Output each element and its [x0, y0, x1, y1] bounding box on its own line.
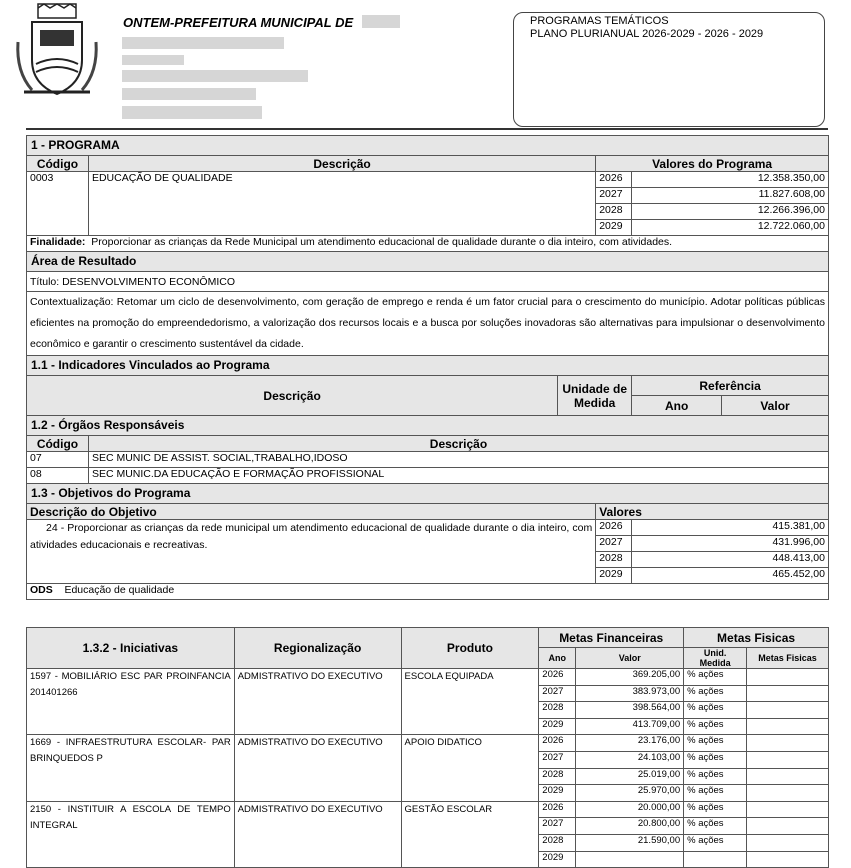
redacted-address-line: [122, 55, 184, 65]
obj-ano: 2027: [596, 536, 632, 552]
ini-col-produto: Produto: [401, 628, 539, 669]
meta-unid: % ações: [684, 801, 747, 818]
valor-ano: 2026: [596, 172, 632, 188]
ods-label: ODS: [30, 584, 53, 596]
obj-valor: 415.381,00: [632, 520, 829, 536]
table-row: [27, 801, 829, 818]
finalidade-row: [27, 236, 829, 252]
programa-descricao: EDUCAÇÃO DE QUALIDADE: [88, 172, 595, 236]
meta-unid: % ações: [684, 768, 747, 785]
col-descricao: Descrição: [88, 156, 595, 172]
meta-ano: 2029: [539, 718, 576, 735]
section-programa: 1 - PROGRAMA: [27, 136, 829, 156]
objetivo-descricao: 24 - Proporcionar as crianças da rede municipal um atendimento educacional de qualidade durante o dia inteiro, com atividades educacionais e recreativas.: [27, 520, 596, 584]
obj-ano: 2026: [596, 520, 632, 536]
ini-col-unid-medida: Unid. Medida: [684, 648, 747, 669]
iniciativa-regionalizacao: ADMISTRATIVO DO EXECUTIVO: [234, 669, 401, 735]
meta-valor: 369.205,00: [576, 669, 684, 686]
section-orgaos: 1.2 - Órgãos Responsáveis: [27, 416, 829, 436]
iniciativa-nome: 2150 - INSTITUIR A ESCOLA DE TEMPO INTEGRAL: [27, 801, 235, 867]
prefeitura-title: ONTEM-PREFEITURA MUNICIPAL DE: [123, 15, 354, 30]
meta-fisica: [747, 785, 829, 802]
ods-text: Educação de qualidade: [64, 584, 175, 596]
meta-fisica: [747, 818, 829, 835]
obj-valor: 448.413,00: [632, 552, 829, 568]
meta-ano: 2026: [539, 801, 576, 818]
iniciativa-regionalizacao: ADMISTRATIVO DO EXECUTIVO: [234, 801, 401, 867]
section-area-resultado: Área de Resultado: [27, 252, 829, 272]
obj-col-descricao: Descrição do Objetivo: [27, 504, 596, 520]
valor-ano: 2029: [596, 220, 632, 236]
ini-col-metas-fisicas-sub: Metas Fisicas: [747, 648, 829, 669]
iniciativa-regionalizacao: ADMISTRATIVO DO EXECUTIVO: [234, 735, 401, 801]
meta-fisica: [747, 735, 829, 752]
programa-table: [26, 135, 829, 600]
meta-fisica: [747, 702, 829, 719]
ind-col-ano: Ano: [632, 396, 722, 416]
report-type: PROGRAMAS TEMÁTICOS: [530, 15, 669, 27]
orgao-codigo: 07: [27, 452, 89, 468]
meta-ano: 2027: [539, 751, 576, 768]
meta-fisica: [747, 685, 829, 702]
obj-col-valores: Valores: [596, 504, 829, 520]
meta-ano: 2027: [539, 685, 576, 702]
header-divider: [26, 128, 828, 130]
meta-fisica: [747, 669, 829, 686]
redacted-address-line: [122, 70, 308, 82]
orgao-descricao: SEC MUNIC.DA EDUCAÇÃO E FORMAÇÃO PROFISSIONAL: [88, 468, 828, 484]
meta-fisica: [747, 768, 829, 785]
area-contextualizacao: Contextualização: Retomar um ciclo de desenvolvimento, com geração de emprego e renda é um fator crucial para o crescimento do município. Adotar políticas públicas eficientes na promoção do empreendedorismo, a valorização dos recursos locais e a busca por soluções inovadoras são alternativas para impulsionar o desenvolvimento econômico e garantir o crescimento sustentável da cidade.: [27, 292, 829, 356]
orgao-codigo: 08: [27, 468, 89, 484]
valor-programa: 11.827.608,00: [632, 188, 829, 204]
org-col-descricao: Descrição: [88, 436, 828, 452]
valor-ano: 2028: [596, 204, 632, 220]
programa-codigo: 0003: [27, 172, 89, 236]
ini-col-iniciativas: 1.3.2 - Iniciativas: [27, 628, 235, 669]
table-row: [27, 669, 829, 686]
valor-programa: 12.266.396,00: [632, 204, 829, 220]
ini-col-valor: Valor: [576, 648, 684, 669]
table-row: [27, 735, 829, 752]
org-col-codigo: Código: [27, 436, 89, 452]
ind-col-unidade: Unidade de Medida: [558, 376, 632, 416]
iniciativa-produto: ESCOLA EQUIPADA: [401, 669, 539, 735]
meta-fisica: [747, 851, 829, 868]
valor-programa: 12.358.350,00: [632, 172, 829, 188]
meta-unid: % ações: [684, 735, 747, 752]
redacted-address-line: [122, 37, 284, 49]
meta-unid: % ações: [684, 785, 747, 802]
area-titulo: Título: DESENVOLVIMENTO ECONÔMICO: [27, 272, 829, 292]
municipal-coat-of-arms: [14, 2, 100, 100]
ind-col-referencia: Referência: [632, 376, 829, 396]
meta-unid: % ações: [684, 751, 747, 768]
meta-ano: 2028: [539, 768, 576, 785]
meta-ano: 2027: [539, 818, 576, 835]
meta-valor: 383.973,00: [576, 685, 684, 702]
meta-valor: 25.970,00: [576, 785, 684, 802]
meta-unid: % ações: [684, 685, 747, 702]
ini-col-metas-financeiras: Metas Financeiras: [539, 628, 684, 648]
redacted-address-line: [122, 106, 262, 119]
obj-ano: 2028: [596, 552, 632, 568]
iniciativa-produto: GESTÃO ESCOLAR: [401, 801, 539, 867]
meta-fisica: [747, 718, 829, 735]
meta-fisica: [747, 834, 829, 851]
meta-unid: % ações: [684, 718, 747, 735]
meta-fisica: [747, 801, 829, 818]
iniciativa-produto: APOIO DIDATICO: [401, 735, 539, 801]
meta-ano: 2028: [539, 702, 576, 719]
meta-valor: 413.709,00: [576, 718, 684, 735]
redacted-address-line: [122, 88, 256, 100]
meta-fisica: [747, 751, 829, 768]
iniciativa-nome: 1597 - MOBILIÁRIO ESC PAR PROINFANCIA 201401266: [27, 669, 235, 735]
orgao-descricao: SEC MUNIC DE ASSIST. SOCIAL,TRABALHO,IDOSO: [88, 452, 828, 468]
meta-unid: [684, 851, 747, 868]
finalidade-label: Finalidade:: [30, 236, 86, 248]
meta-valor: 23.176,00: [576, 735, 684, 752]
meta-ano: 2028: [539, 834, 576, 851]
obj-valor: 431.996,00: [632, 536, 829, 552]
section-indicadores: 1.1 - Indicadores Vinculados ao Programa: [27, 356, 829, 376]
meta-valor: [576, 851, 684, 868]
finalidade-text: Proporcionar as crianças da Rede Municipal um atendimento educacional de qualidade durante o dia inteiro, com atividades.: [91, 236, 673, 248]
report-period: PLANO PLURIANUAL 2026-2029 - 2026 - 2029: [530, 28, 764, 40]
obj-ano: 2029: [596, 568, 632, 584]
meta-valor: 25.019,00: [576, 768, 684, 785]
meta-unid: % ações: [684, 818, 747, 835]
obj-valor: 465.452,00: [632, 568, 829, 584]
col-codigo: Código: [27, 156, 89, 172]
col-valores-programa: Valores do Programa: [596, 156, 829, 172]
meta-unid: % ações: [684, 834, 747, 851]
ods-row: [27, 584, 829, 600]
iniciativas-table: [26, 627, 829, 868]
valor-programa: 12.722.060,00: [632, 220, 829, 236]
meta-ano: 2029: [539, 851, 576, 868]
ini-col-regionalizacao: Regionalização: [234, 628, 401, 669]
meta-valor: 21.590,00: [576, 834, 684, 851]
ini-col-metas-fisicas: Metas Fisicas: [684, 628, 829, 648]
meta-valor: 24.103,00: [576, 751, 684, 768]
meta-ano: 2026: [539, 735, 576, 752]
meta-valor: 20.800,00: [576, 818, 684, 835]
meta-unid: % ações: [684, 702, 747, 719]
meta-valor: 20.000,00: [576, 801, 684, 818]
ini-col-ano: Ano: [539, 648, 576, 669]
iniciativa-nome: 1669 - INFRAESTRUTURA ESCOLAR- PAR BRINQUEDOS P: [27, 735, 235, 801]
valor-ano: 2027: [596, 188, 632, 204]
meta-ano: 2026: [539, 669, 576, 686]
meta-valor: 398.564,00: [576, 702, 684, 719]
redacted-municipality: [362, 15, 400, 28]
ind-col-valor: Valor: [722, 396, 829, 416]
section-objetivos: 1.3 - Objetivos do Programa: [27, 484, 829, 504]
ind-col-descricao: Descrição: [27, 376, 558, 416]
meta-ano: 2029: [539, 785, 576, 802]
report-title-box: [513, 12, 825, 127]
meta-unid: % ações: [684, 669, 747, 686]
